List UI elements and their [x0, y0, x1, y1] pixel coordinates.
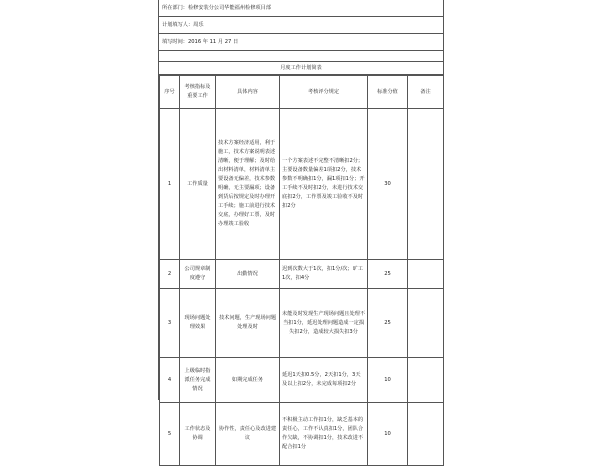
table-header-row — [160, 76, 444, 109]
cell-content: 技术问题，生产现场问题处理及时 — [216, 289, 280, 358]
cell-scoring: 迟到次数大于1次，扣1分/次；旷工1次，扣4分 — [280, 260, 368, 289]
table-row — [160, 289, 444, 358]
plan-filler-line: 计划填写人：周乐 — [159, 17, 443, 34]
cell-score: 25 — [368, 260, 408, 289]
cell-scoring: 一个方案表述不完整不清晰扣2分；主要设备数量偏差1项扣2分，技术参数不明确扣1分，漏1项扣1分；开工手续不及时扣2分，未进行技术交底扣2分，工作票及竣工验收不及时扣2分 — [280, 109, 368, 260]
cell-scoring: 不积极主动工作扣1分，缺乏基本的责任心，工作不认真扣1分，团队合作欠缺，不协调扣1分，技术改进不配合扣1分 — [280, 403, 368, 466]
cell-no: 4 — [160, 358, 180, 403]
cell-indicator: 上级临时指派任务完成情况 — [180, 358, 216, 403]
col-header-scoring: 考核评分规定 — [280, 76, 368, 109]
cell-score: 10 — [368, 358, 408, 403]
table-row — [160, 109, 444, 260]
cell-remark — [408, 358, 444, 403]
cell-no: 5 — [160, 403, 180, 466]
cell-scoring: 未能及时发现生产现场问题且处理不当扣1分，延迟处理问题造成一定损失扣2分，造成较大损失扣3分 — [280, 289, 368, 358]
col-header-score: 标准分值 — [368, 76, 408, 109]
cell-remark — [408, 109, 444, 260]
table-title: 月度工作计划简表 — [159, 62, 443, 75]
cell-indicator: 现场问题处理效果 — [180, 289, 216, 358]
work-plan-sheet — [158, 0, 444, 450]
plan-table — [159, 75, 444, 466]
cell-indicator: 公司规章制度遵守 — [180, 260, 216, 289]
table-row — [160, 403, 444, 466]
col-header-remark: 备注 — [408, 76, 444, 109]
blank-row — [159, 51, 443, 62]
table-row — [160, 260, 444, 289]
cell-remark — [408, 403, 444, 466]
cell-content: 协作性，责任心及改进建议 — [216, 403, 280, 466]
cell-no: 1 — [160, 109, 180, 260]
col-header-content: 具体内容 — [216, 76, 280, 109]
cell-indicator: 工作状态及协调 — [180, 403, 216, 466]
cell-score: 25 — [368, 289, 408, 358]
department-line: 所在部门：检修安装分公司华能福州检修项目部 — [159, 0, 443, 17]
cell-content: 出勤情况 — [216, 260, 280, 289]
cell-content: 技术方案经济适用，利于施工，技术方案说明表述清晰，便于理解；及时给出材料清单，材料清单主要设备无偏差，技术参数明确，无主要漏项；设备到货后按规定及时办理开工手续；施工前进行技术交底，办理好工票，及时办理竣工验收 — [216, 109, 280, 260]
cell-indicator: 工作质量 — [180, 109, 216, 260]
cell-score: 10 — [368, 403, 408, 466]
cell-scoring: 延迟1天扣0.5分，2天扣1分，3天及以上扣2分，未完成每项扣2分 — [280, 358, 368, 403]
cell-remark — [408, 260, 444, 289]
col-header-no: 序号 — [160, 76, 180, 109]
cell-no: 3 — [160, 289, 180, 358]
fill-date-line: 填写时间：2016 年 11 月 27 日 — [159, 34, 443, 51]
table-row — [160, 358, 444, 403]
cell-score: 30 — [368, 109, 408, 260]
cell-no: 2 — [160, 260, 180, 289]
col-header-indicator: 考核指标及重要工作 — [180, 76, 216, 109]
cell-content: 如期完成任务 — [216, 358, 280, 403]
cell-remark — [408, 289, 444, 358]
